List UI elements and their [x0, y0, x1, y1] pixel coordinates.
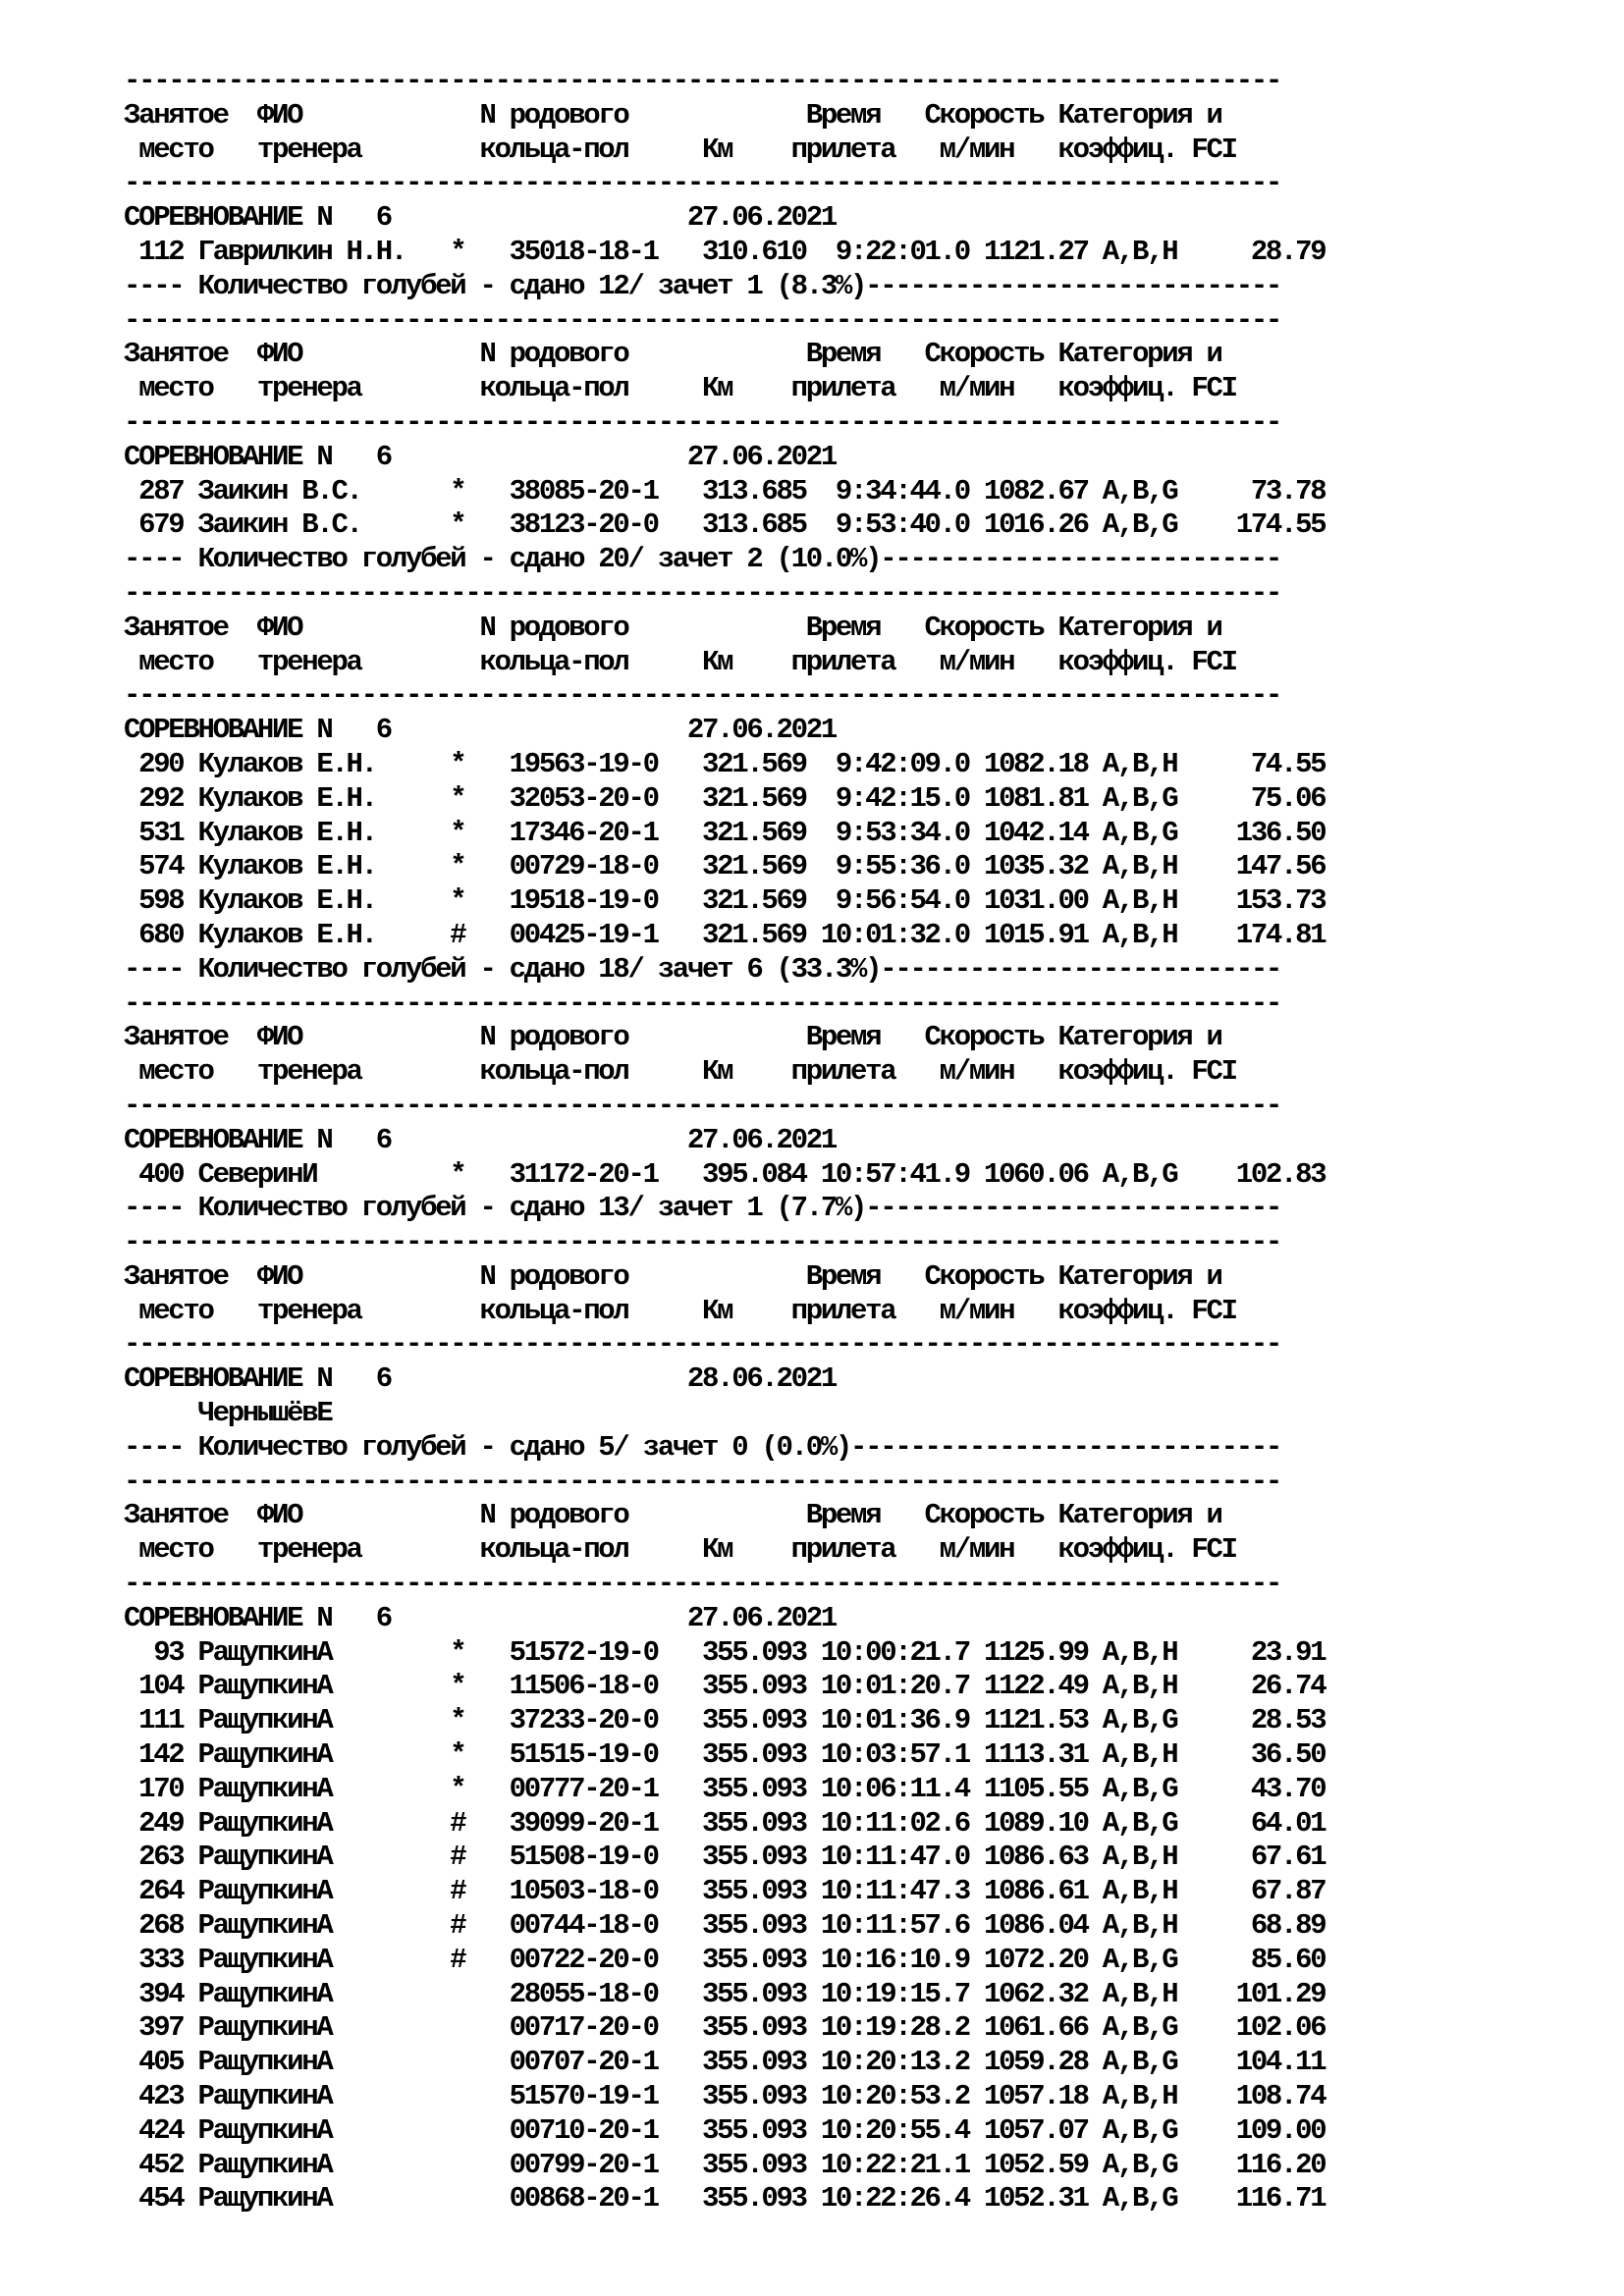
result-row: 249 РащупкинА # 39099-20-1 355.093 10:11:02.6 1089.10 A,B,G 64.01: [124, 1806, 1326, 1840]
separator-line: ------------------------------------------------------------------------------: [124, 1089, 1281, 1122]
separator-line: ------------------------------------------------------------------------------: [124, 167, 1281, 200]
separator-line: ------------------------------------------------------------------------------: [124, 405, 1281, 439]
section-summary: ---- Количество голубей - сдано 18/ зачет 6 (33.3%)---------------------------: [124, 952, 1281, 986]
result-row: 111 РащупкинА * 37233-20-0 355.093 10:01:36.9 1121.53 A,B,G 28.53: [124, 1704, 1326, 1737]
result-row: ЧернышёвЕ: [124, 1397, 332, 1430]
column-header-line-1: Занятое ФИО N родового Время Скорость Категория и: [124, 1259, 1221, 1293]
result-row: 454 РащупкинА 00868-20-1 355.093 10:22:26.4 1052.31 A,B,G 116.71: [124, 2182, 1326, 2216]
result-row: 423 РащупкинА 51570-19-1 355.093 10:20:53.2 1057.18 A,B,H 108.74: [124, 2080, 1326, 2113]
result-row: 292 Кулаков Е.Н. * 32053-20-0 321.569 9:42:15.0 1081.81 A,B,G 75.06: [124, 781, 1326, 815]
result-row: 290 Кулаков Е.Н. * 19563-19-0 321.569 9:42:09.0 1082.18 A,B,H 74.55: [124, 747, 1326, 780]
competition-heading: СОРЕВНОВАНИЕ N 6 27.06.2021: [124, 440, 836, 473]
result-row: 104 РащупкинА * 11506-18-0 355.093 10:01:20.7 1122.49 A,B,H 26.74: [124, 1670, 1326, 1703]
separator-line: ------------------------------------------------------------------------------: [124, 65, 1281, 97]
separator-line: ------------------------------------------------------------------------------: [124, 987, 1281, 1020]
result-row: 405 РащупкинА 00707-20-1 355.093 10:20:13.2 1059.28 A,B,G 104.11: [124, 2046, 1326, 2079]
result-row: 679 Заикин В.С. * 38123-20-0 313.685 9:53:40.0 1016.26 A,B,G 174.55: [124, 508, 1326, 542]
result-row: 333 РащупкинА # 00722-20-0 355.093 10:16:10.9 1072.20 A,B,G 85.60: [124, 1943, 1326, 1976]
section-summary: ---- Количество голубей - сдано 12/ зачет 1 (8.3%)----------------------------: [124, 269, 1281, 302]
column-header-line-2: место тренера кольца-пол Км прилета м/мин коэффиц. FCI: [124, 1294, 1236, 1327]
column-header-line-1: Занятое ФИО N родового Время Скорость Категория и: [124, 1021, 1221, 1054]
column-header-line-2: место тренера кольца-пол Км прилета м/мин коэффиц. FCI: [124, 1055, 1236, 1089]
column-header-line-1: Занятое ФИО N родового Время Скорость Категория и: [124, 98, 1221, 132]
separator-line: ------------------------------------------------------------------------------: [124, 1465, 1281, 1498]
result-row: 170 РащупкинА * 00777-20-1 355.093 10:06:11.4 1105.55 A,B,G 43.70: [124, 1772, 1326, 1805]
result-row: 263 РащупкинА # 51508-19-0 355.093 10:11:47.0 1086.63 A,B,H 67.61: [124, 1841, 1326, 1874]
result-row: 424 РащупкинА 00710-20-1 355.093 10:20:55.4 1057.07 A,B,G 109.00: [124, 2113, 1326, 2147]
competition-heading: СОРЕВНОВАНИЕ N 6 27.06.2021: [124, 1123, 836, 1156]
result-row: 394 РащупкинА 28055-18-0 355.093 10:19:15.7 1062.32 A,B,H 101.29: [124, 1977, 1326, 2010]
result-row: 264 РащупкинА # 10503-18-0 355.093 10:11:47.3 1086.61 A,B,H 67.87: [124, 1875, 1326, 1908]
competition-heading: СОРЕВНОВАНИЕ N 6 28.06.2021: [124, 1362, 836, 1396]
competition-heading: СОРЕВНОВАНИЕ N 6 27.06.2021: [124, 201, 836, 235]
column-header-line-1: Занятое ФИО N родового Время Скорость Категория и: [124, 338, 1221, 371]
result-row: 452 РащупкинА 00799-20-1 355.093 10:22:21.1 1052.59 A,B,G 116.20: [124, 2148, 1326, 2181]
separator-line: ------------------------------------------------------------------------------: [124, 679, 1281, 713]
section-summary: ---- Количество голубей - сдано 5/ зачет 0 (0.0%)-----------------------------: [124, 1430, 1281, 1464]
competition-heading: СОРЕВНОВАНИЕ N 6 27.06.2021: [124, 714, 836, 747]
result-row: 268 РащупкинА # 00744-18-0 355.093 10:11:57.6 1086.04 A,B,H 68.89: [124, 1909, 1326, 1943]
column-header-line-2: место тренера кольца-пол Км прилета м/мин коэффиц. FCI: [124, 645, 1236, 678]
column-header-line-2: место тренера кольца-пол Км прилета м/мин коэффиц. FCI: [124, 133, 1236, 166]
results-printout: [124, 65, 1325, 2216]
result-row: 574 Кулаков Е.Н. * 00729-18-0 321.569 9:55:36.0 1035.32 A,B,H 147.56: [124, 850, 1326, 883]
section-summary: ---- Количество голубей - сдано 20/ зачет 2 (10.0%)---------------------------: [124, 543, 1281, 576]
result-row: 142 РащупкинА * 51515-19-0 355.093 10:03:57.1 1113.31 A,B,H 36.50: [124, 1738, 1326, 1772]
result-row: 680 Кулаков Е.Н. # 00425-19-1 321.569 10:01:32.0 1015.91 A,B,H 174.81: [124, 918, 1326, 951]
result-row: 93 РащупкинА * 51572-19-0 355.093 10:00:21.7 1125.99 A,B,H 23.91: [124, 1635, 1326, 1669]
separator-line: ------------------------------------------------------------------------------: [124, 1226, 1281, 1259]
result-row: 531 Кулаков Е.Н. * 17346-20-1 321.569 9:53:34.0 1042.14 A,B,G 136.50: [124, 816, 1326, 849]
column-header-line-2: место тренера кольца-пол Км прилета м/мин коэффиц. FCI: [124, 372, 1236, 405]
competition-heading: СОРЕВНОВАНИЕ N 6 27.06.2021: [124, 1601, 836, 1634]
separator-line: ------------------------------------------------------------------------------: [124, 1568, 1281, 1601]
result-row: 397 РащупкинА 00717-20-0 355.093 10:19:28.2 1061.66 A,B,G 102.06: [124, 2011, 1326, 2045]
separator-line: ------------------------------------------------------------------------------: [124, 303, 1281, 337]
column-header-line-2: место тренера кольца-пол Км прилета м/мин коэффиц. FCI: [124, 1533, 1236, 1567]
result-row: 400 СеверинИ * 31172-20-1 395.084 10:57:41.9 1060.06 A,B,G 102.83: [124, 1157, 1326, 1191]
section-summary: ---- Количество голубей - сдано 13/ зачет 1 (7.7%)----------------------------: [124, 1192, 1281, 1225]
column-header-line-1: Занятое ФИО N родового Время Скорость Категория и: [124, 1499, 1221, 1532]
result-row: 598 Кулаков Е.Н. * 19518-19-0 321.569 9:56:54.0 1031.00 A,B,H 153.73: [124, 884, 1326, 918]
separator-line: ------------------------------------------------------------------------------: [124, 1328, 1281, 1362]
result-row: 112 Гаврилкин Н.Н. * 35018-18-1 310.610 9:22:01.0 1121.27 A,B,H 28.79: [124, 235, 1326, 268]
column-header-line-1: Занятое ФИО N родового Время Скорость Категория и: [124, 611, 1221, 644]
result-row: 287 Заикин В.С. * 38085-20-1 313.685 9:34:44.0 1082.67 A,B,G 73.78: [124, 474, 1326, 507]
separator-line: ------------------------------------------------------------------------------: [124, 576, 1281, 610]
